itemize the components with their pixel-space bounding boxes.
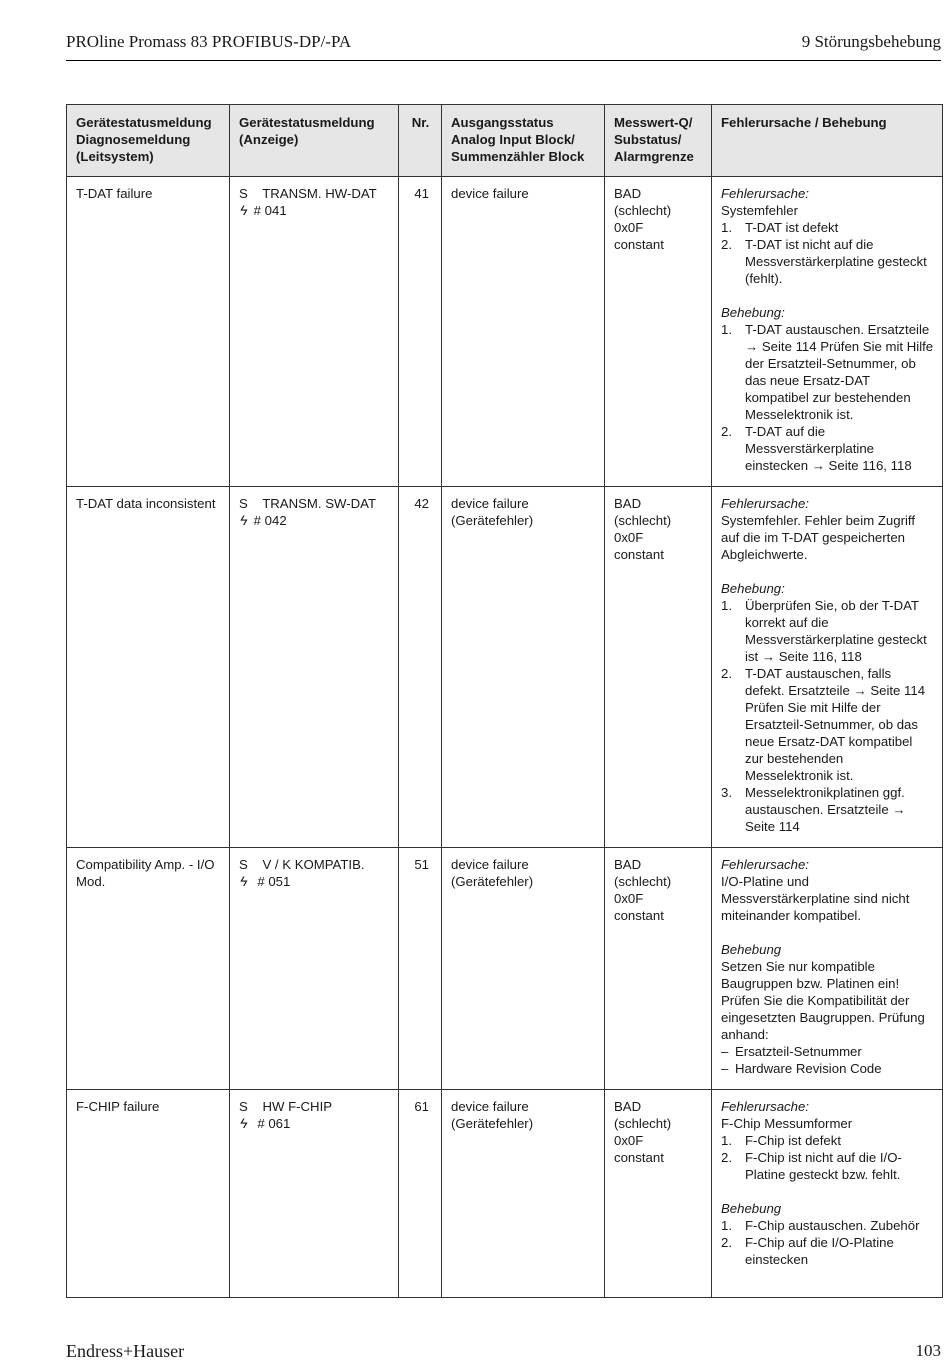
page-number: 103 bbox=[915, 1341, 941, 1360]
col-header-quality: Messwert-Q/ Substatus/ Alarmgrenze bbox=[605, 105, 712, 177]
remedy-label: Behebung: bbox=[721, 581, 785, 596]
table-row bbox=[67, 177, 943, 487]
quality-line: (schlecht) bbox=[614, 1116, 672, 1131]
remedy-dash-list bbox=[721, 1043, 934, 1077]
quality-cell bbox=[605, 177, 712, 487]
number-cell: 42 bbox=[399, 487, 442, 848]
quality-cell bbox=[605, 1090, 712, 1298]
display-line-1: S HW F-CHIP bbox=[239, 1099, 333, 1114]
cause-label: Fehlerursache: bbox=[721, 1099, 809, 1114]
cause-remedy-cell bbox=[712, 487, 943, 848]
remedy-text: Setzen Sie nur kompatible Baugruppen bzw. Platinen ein! Prüfen Sie die Kompatibilität der eingesetzten Baugruppen. Prüfung anhand: bbox=[721, 959, 925, 1042]
list-item: 3. Messelektronikplatinen ggf. austauschen. Ersatzteile → Seite 114 bbox=[721, 785, 906, 834]
cause-text: Systemfehler bbox=[721, 203, 798, 218]
display-line-1: S V / K KOMPATIB. bbox=[239, 857, 365, 872]
list-item: 2. F-Chip ist nicht auf die I/O-Platine gesteckt bzw. fehlt. bbox=[721, 1150, 902, 1182]
display-line-1: S TRANSM. HW-DAT bbox=[239, 186, 377, 201]
diagnosis-cell: T-DAT failure bbox=[67, 177, 230, 487]
list-item: – Hardware Revision Code bbox=[721, 1060, 934, 1077]
quality-line: BAD bbox=[614, 857, 642, 872]
display-cell bbox=[230, 487, 399, 848]
publisher-logo-text: Endress+Hauser bbox=[66, 1341, 185, 1361]
quality-cell bbox=[605, 848, 712, 1090]
quality-line: 0x0F bbox=[614, 891, 644, 906]
cause-label: Fehlerursache: bbox=[721, 496, 809, 511]
header-rule bbox=[66, 60, 941, 61]
col-header-display: Gerätestatusmeldung (Anzeige) bbox=[230, 105, 399, 177]
col-header-diagnosis: Gerätestatusmeldung Diagnosemeldung (Leitsystem) bbox=[67, 105, 230, 177]
remedy-list bbox=[721, 321, 934, 474]
list-item: 1. Überprüfen Sie, ob der T-DAT korrekt auf die Messverstärkerplatine gesteckt ist → Seite 116, 118 bbox=[721, 598, 927, 664]
lightning-icon: ϟ bbox=[240, 512, 248, 528]
diagnosis-cell: F-CHIP failure bbox=[67, 1090, 230, 1298]
list-item: – Ersatzteil-Setnummer bbox=[721, 1043, 934, 1060]
table-row bbox=[67, 487, 943, 848]
list-item: 1. T-DAT austauschen. Ersatzteile → Seite 114 Prüfen Sie mit Hilfe der Ersatzteil-Setnummer, ob das neue Ersatz-DAT kompatibel zur bestehenden Messelektronik ist. bbox=[721, 322, 934, 422]
remedy-list bbox=[721, 1217, 934, 1268]
display-line-2: # 041 bbox=[250, 203, 287, 218]
quality-line: (schlecht) bbox=[614, 513, 672, 528]
lightning-icon: ϟ bbox=[240, 202, 248, 218]
lightning-icon: ϟ bbox=[240, 1115, 248, 1131]
list-item: 1. F-Chip ist defekt bbox=[721, 1133, 842, 1148]
display-line-2: # 061 bbox=[250, 1116, 291, 1131]
quality-line: 0x0F bbox=[614, 1133, 644, 1148]
output-status-cell: device failure (Gerätefehler) bbox=[442, 1090, 605, 1298]
number-cell: 41 bbox=[399, 177, 442, 487]
output-status-cell: device failure (Gerätefehler) bbox=[442, 487, 605, 848]
diagnosis-cell: Compatibility Amp. - I/O Mod. bbox=[67, 848, 230, 1090]
diagnosis-cell: T-DAT data inconsistent bbox=[67, 487, 230, 848]
list-item: 1. F-Chip austauschen. Zubehör bbox=[721, 1218, 920, 1233]
cause-text: I/O-Platine und Messverstärkerplatine sind nicht miteinander kompatibel. bbox=[721, 874, 910, 923]
quality-line: constant bbox=[614, 908, 664, 923]
cause-remedy-cell bbox=[712, 848, 943, 1090]
running-header-title: PROline Promass 83 PROFIBUS-DP/-PA bbox=[66, 32, 352, 51]
list-item: 2. F-Chip auf die I/O-Platine einstecken bbox=[721, 1235, 894, 1267]
quality-line: 0x0F bbox=[614, 530, 644, 545]
output-status-cell: device failure bbox=[442, 177, 605, 487]
cause-label: Fehlerursache: bbox=[721, 186, 809, 201]
cause-list bbox=[721, 219, 934, 287]
table-header-row bbox=[67, 105, 943, 177]
quality-line: BAD bbox=[614, 1099, 642, 1114]
list-item: 2. T-DAT austauschen, falls defekt. Ersatzteile → Seite 114 Prüfen Sie mit Hilfe der Ersatzteil-Setnummer, ob das neue Ersatz-DAT kompatibel zur bestehenden Messelektronik ist. bbox=[721, 666, 926, 783]
quality-cell bbox=[605, 487, 712, 848]
cause-list bbox=[721, 1132, 934, 1183]
table-row bbox=[67, 1090, 943, 1298]
col-header-cause-remedy: Fehlerursache / Behebung bbox=[712, 105, 943, 177]
col-header-number: Nr. bbox=[399, 105, 442, 177]
output-status-cell: device failure (Gerätefehler) bbox=[442, 848, 605, 1090]
quality-line: constant bbox=[614, 237, 664, 252]
list-item: 1. T-DAT ist defekt bbox=[721, 220, 839, 235]
remedy-label: Behebung: bbox=[721, 305, 785, 320]
list-item: 2. T-DAT ist nicht auf die Messverstärkerplatine gesteckt (fehlt). bbox=[721, 237, 927, 286]
cause-remedy-cell bbox=[712, 177, 943, 487]
quality-line: BAD bbox=[614, 186, 642, 201]
number-cell: 61 bbox=[399, 1090, 442, 1298]
cause-remedy-cell bbox=[712, 1090, 943, 1298]
quality-line: (schlecht) bbox=[614, 874, 672, 889]
remedy-label: Behebung bbox=[721, 942, 782, 957]
display-cell bbox=[230, 177, 399, 487]
display-line-1: S TRANSM. SW-DAT bbox=[239, 496, 377, 511]
display-line-2: # 042 bbox=[250, 513, 287, 528]
running-header-chapter: 9 Störungsbehebung bbox=[801, 32, 941, 51]
cause-label: Fehlerursache: bbox=[721, 857, 809, 872]
col-header-output-status: Ausgangsstatus Analog Input Block/ Summenzähler Block bbox=[442, 105, 605, 177]
cause-text: Systemfehler. Fehler beim Zugriff auf die im T-DAT gespeicherten Abgleichwerte. bbox=[721, 513, 915, 562]
number-cell: 51 bbox=[399, 848, 442, 1090]
quality-line: (schlecht) bbox=[614, 203, 672, 218]
quality-line: constant bbox=[614, 1150, 664, 1165]
table-row bbox=[67, 848, 943, 1090]
display-line-2: # 051 bbox=[250, 874, 291, 889]
remedy-label: Behebung bbox=[721, 1201, 782, 1216]
error-table bbox=[66, 104, 943, 1298]
remedy-list bbox=[721, 597, 934, 835]
display-cell bbox=[230, 1090, 399, 1298]
display-cell bbox=[230, 848, 399, 1090]
list-item: 2. T-DAT auf die Messverstärkerplatine einstecken → Seite 116, 118 bbox=[721, 424, 912, 473]
cause-text: F-Chip Messumformer bbox=[721, 1116, 853, 1131]
quality-line: 0x0F bbox=[614, 220, 644, 235]
quality-line: constant bbox=[614, 547, 664, 562]
quality-line: BAD bbox=[614, 496, 642, 511]
lightning-icon: ϟ bbox=[240, 873, 248, 889]
